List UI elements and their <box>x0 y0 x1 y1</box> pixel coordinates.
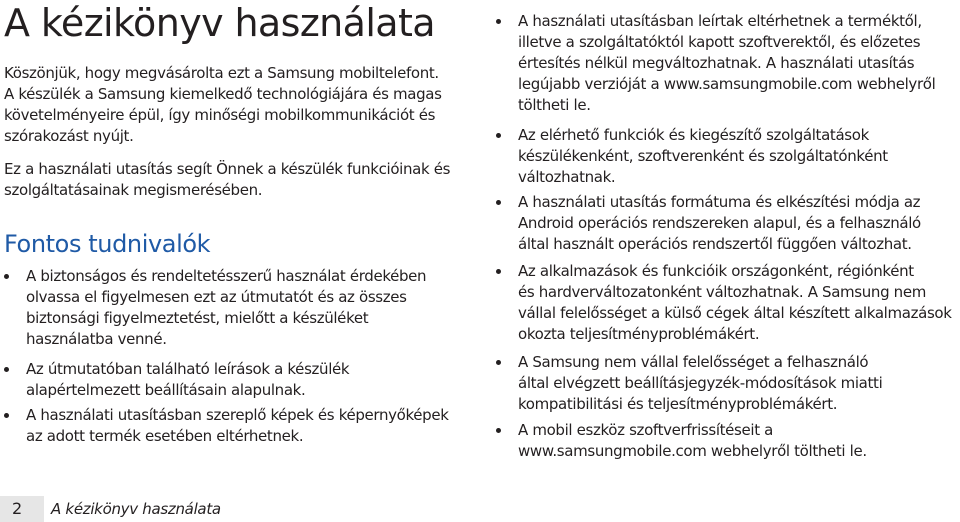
text-line: olvassa el figyelmesen ezt az útmutatót és az összes <box>26 288 407 306</box>
text-line: használatba venné. <box>26 330 167 348</box>
text-line: követelményeire épül, így minőségi mobilkommunikációt és <box>4 106 436 124</box>
list-item-text <box>26 405 449 447</box>
text-line: www.samsungmobile.com webhelyről töltheti le. <box>518 442 867 460</box>
section-heading: Fontos tudnivalók <box>4 230 211 258</box>
text-line: okozta teljesítményproblémákért. <box>518 325 760 343</box>
footer-section-label: A kézikönyv használata <box>51 500 221 518</box>
bullet-icon <box>4 274 9 279</box>
text-line: A használati utasításban leírtak eltérhetnek a terméktől, <box>518 12 922 30</box>
intro-paragraph-2 <box>4 159 450 201</box>
text-line: biztonsági figyelmeztetést, mielőtt a készüléket <box>26 309 369 327</box>
text-line: A biztonságos és rendeltetésszerű használat érdekében <box>26 267 427 285</box>
page-number: 2 <box>0 496 44 522</box>
page-title: A kézikönyv használata <box>4 1 435 45</box>
list-item-text <box>518 11 935 116</box>
bullet-icon <box>496 19 501 24</box>
text-line: változhatnak. <box>518 168 616 186</box>
list-item-text <box>518 352 882 415</box>
text-line: A mobil eszköz szoftverfrissítéseit a <box>518 421 773 439</box>
text-line: A használati utasításban szereplő képek és képernyőképek <box>26 406 449 424</box>
text-line: Ez a használati utasítás segít Önnek a készülék funkcióinak és <box>4 160 451 178</box>
text-line: Az útmutatóban található leírások a készülék <box>26 360 350 378</box>
intro-paragraph-1 <box>4 63 442 147</box>
list-item-text <box>518 192 921 255</box>
text-line: A Samsung nem vállal felelősséget a felhasználó <box>518 353 869 371</box>
list-item-text <box>518 261 952 345</box>
text-line: illetve a szolgáltatóktól kapott szoftverektől, és előzetes <box>518 33 921 51</box>
text-line: értesítés nélkül megváltozhatnak. A használati utasítás <box>518 54 915 72</box>
text-line: Az elérhető funkciók és kiegészítő szolgáltatások <box>518 126 869 144</box>
text-line: által elvégzett beállításjegyzék-módosítások miatti <box>518 374 883 392</box>
bullet-icon <box>496 133 501 138</box>
text-line: vállal felelősséget a külső cégek által készített alkalmazások <box>518 304 952 322</box>
text-line: szórakozást nyújt. <box>4 127 134 145</box>
bullet-icon <box>4 367 9 372</box>
text-line: Köszönjük, hogy megvásárolta ezt a Samsung mobiltelefont. <box>4 64 439 82</box>
text-line: kompatibilitási és teljesítményproblémákért. <box>518 395 838 413</box>
bullet-icon <box>496 269 501 274</box>
text-line: alapértelmezett beállításain alapulnak. <box>26 381 306 399</box>
list-item-text <box>518 125 888 188</box>
bullet-icon <box>496 360 501 365</box>
text-line: A használati utasítás formátuma és elkészítési módja az <box>518 193 921 211</box>
text-line: az adott termék esetében eltérhetnek. <box>26 427 304 445</box>
text-line: Az alkalmazások és funkcióik országonként, régiónként <box>518 262 914 280</box>
text-line: és hardverváltozatonként változhatnak. A Samsung nem <box>518 283 926 301</box>
text-line: által használt operációs rendszertől függően változhat. <box>518 235 912 253</box>
text-line: Android operációs rendszereken alapul, és a felhasználó <box>518 214 921 232</box>
text-line: szolgáltatásainak megismerésében. <box>4 181 263 199</box>
bullet-icon <box>496 428 501 433</box>
text-line: készülékenként, szoftverenként és szolgáltatónként <box>518 147 888 165</box>
text-line: legújabb verzióját a www.samsungmobile.com webhelyről <box>518 75 936 93</box>
bullet-icon <box>4 413 9 418</box>
list-item-text <box>26 266 426 350</box>
text-line: töltheti le. <box>518 96 591 114</box>
bullet-icon <box>496 200 501 205</box>
list-item-text <box>518 420 867 462</box>
list-item-text <box>26 359 349 401</box>
text-line: A készülék a Samsung kiemelkedő technológiájára és magas <box>4 85 442 103</box>
